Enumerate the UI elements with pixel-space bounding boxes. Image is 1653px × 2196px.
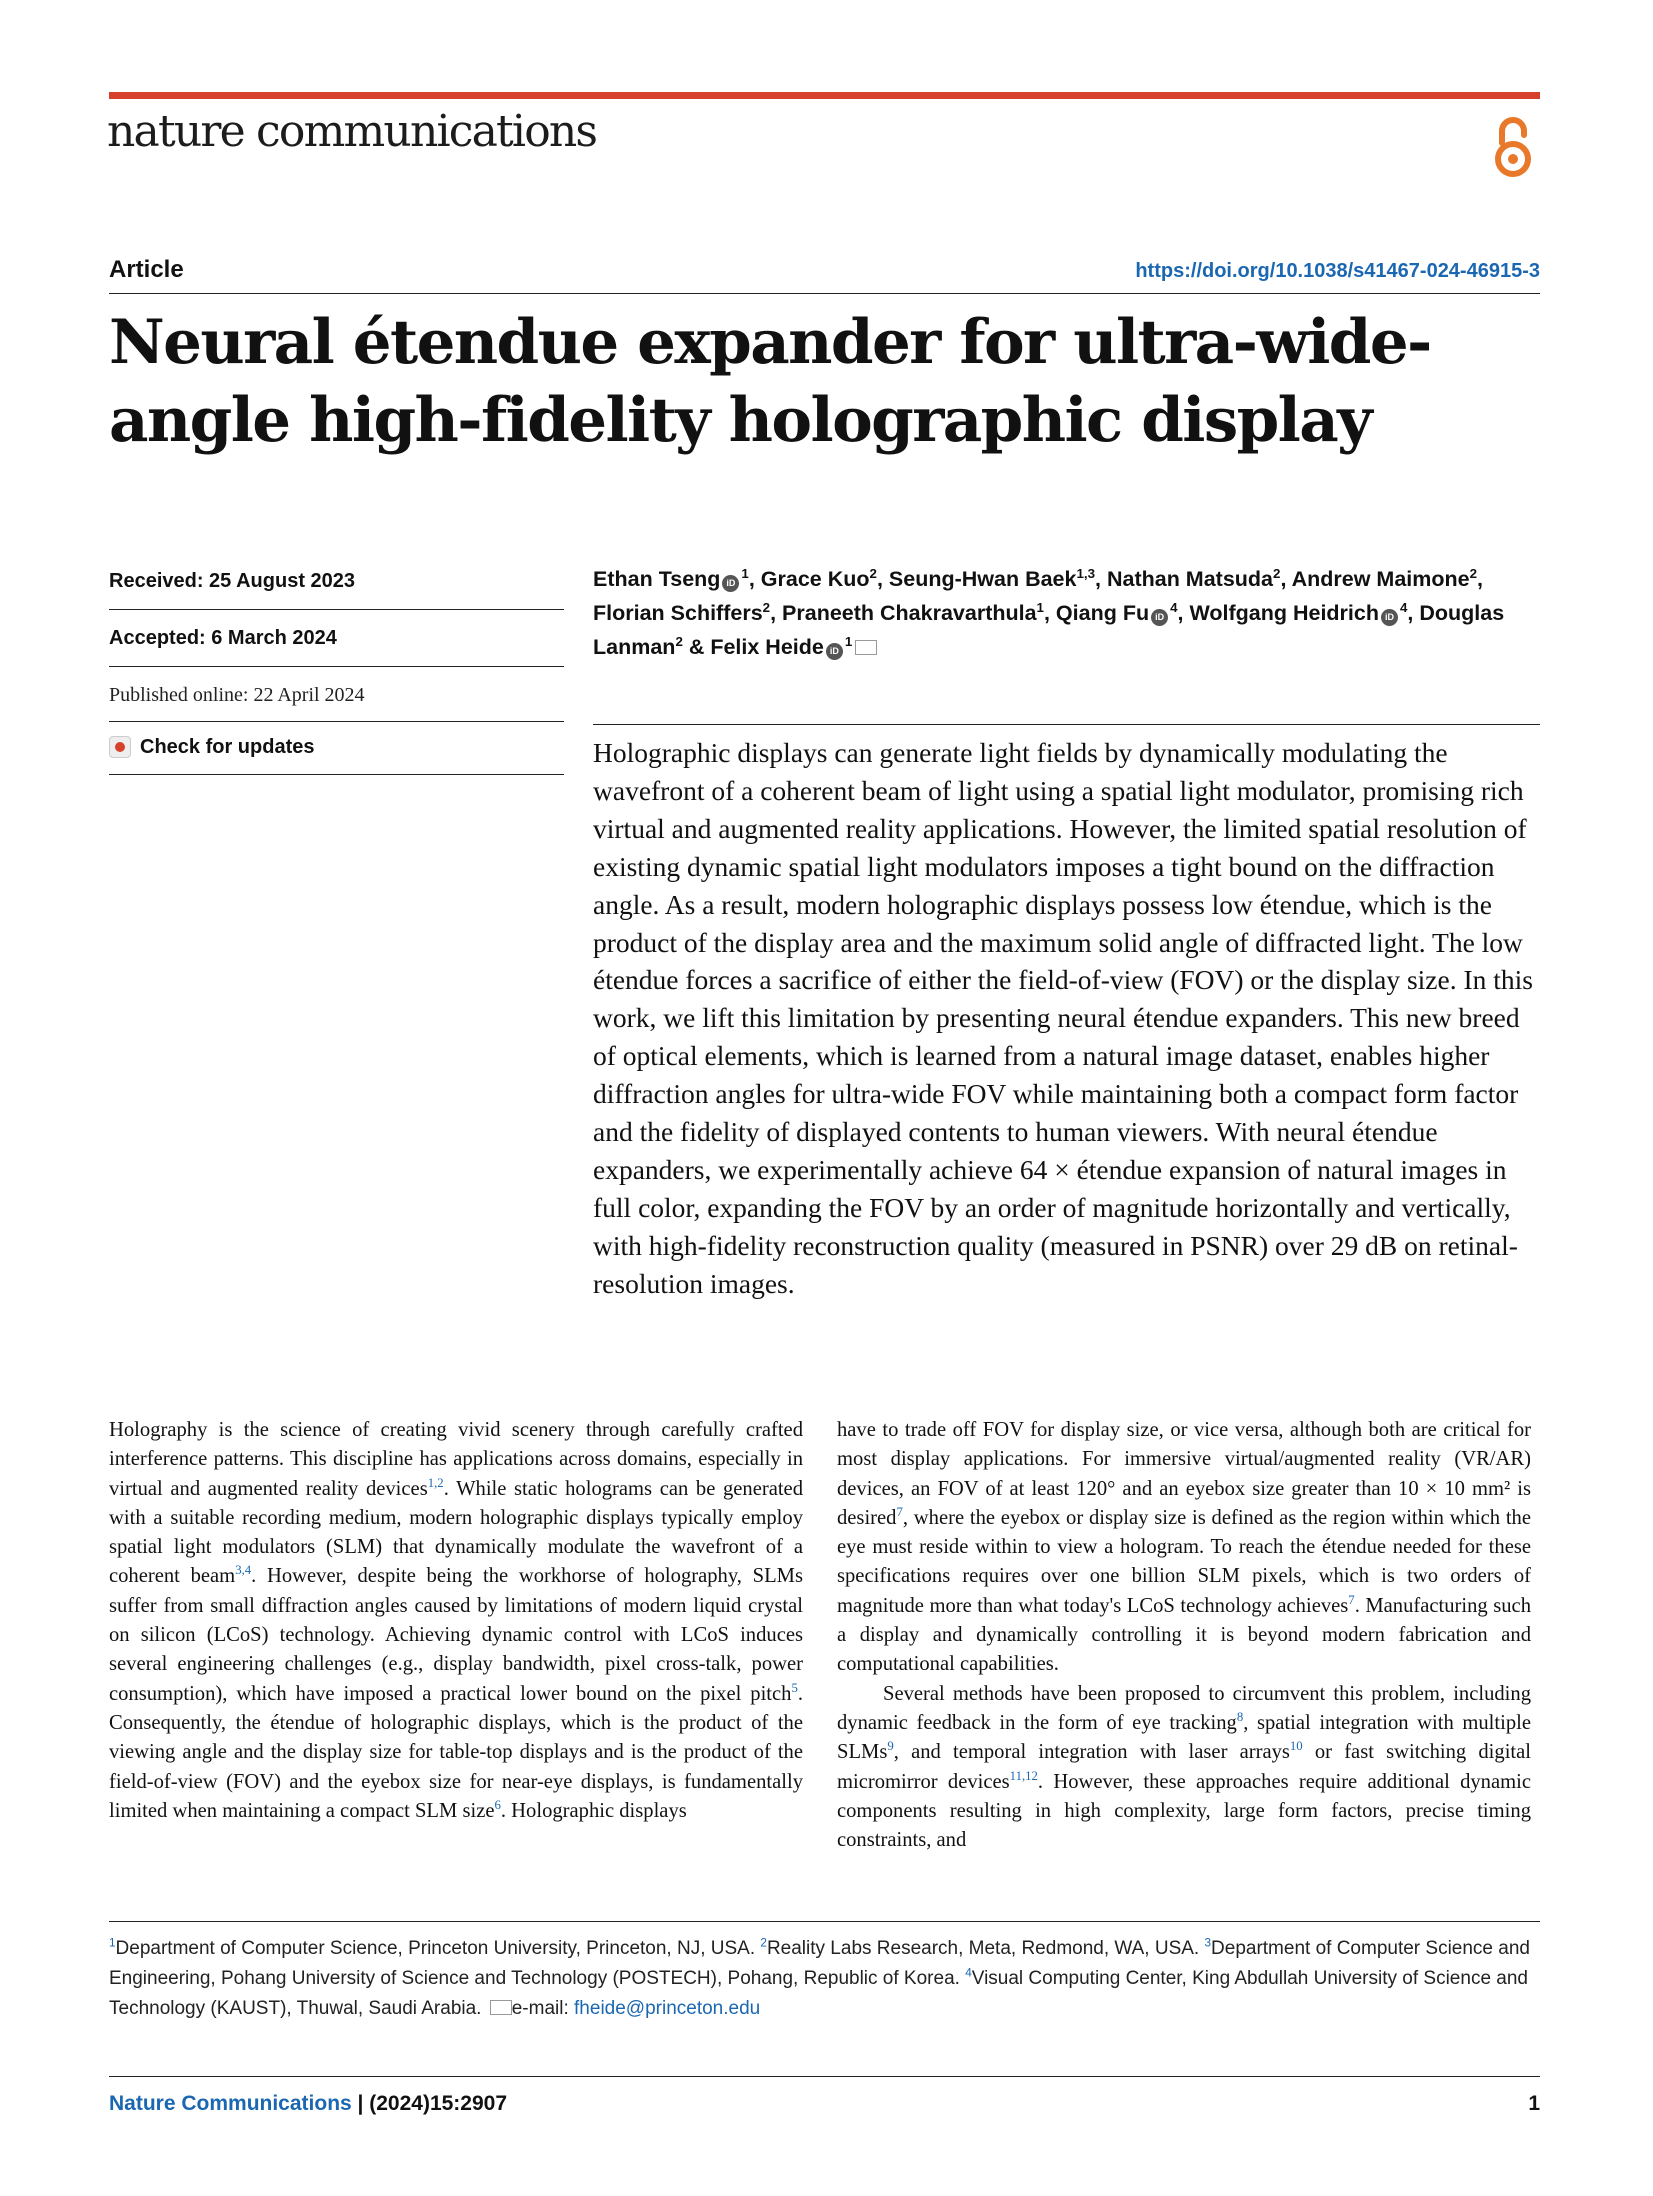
text-run: , where the eyebox or display size is defined as the region within which the eye must reside within to view a hologram. To reach the étendue needed for these specifications requires over one billion SLM pixels, which is two orders of magnitude more than what today's LCoS technology achieves <box>837 1506 1531 1617</box>
mail-icon <box>490 2000 512 2015</box>
meta-rule <box>109 721 564 722</box>
body-paragraph <box>109 1416 803 1826</box>
orcid-icon[interactable]: iD <box>826 643 843 660</box>
text-run: , and temporal integration with laser arrays <box>893 1741 1290 1764</box>
author-affiliation-marker: 1 <box>844 633 853 649</box>
author-name[interactable]: Florian Schiffers <box>593 601 763 625</box>
reference-marker[interactable]: 11,12 <box>1009 1768 1038 1783</box>
footer-journal-link[interactable]: Nature Communications <box>109 2092 352 2115</box>
check-updates-link[interactable]: Check for updates <box>140 736 315 758</box>
text-run: Several methods have been proposed to circumvent this problem, including dynamic feedback in the form of eye tracking <box>837 1682 1531 1734</box>
text-run: . Consequently, the étendue of holographic displays, which is the product of the viewing angle and the display size for table-top displays and is the product of the field-of-view (FOV) and the eyebox size for near-eye displays, is fundamentally limited when maintaining a compact SLM size <box>109 1682 803 1822</box>
reference-marker[interactable]: 10 <box>1289 1739 1303 1754</box>
article-type-label: Article <box>109 256 184 283</box>
text-run: , spatial integration with multiple SLMs <box>837 1711 1531 1764</box>
open-access-icon <box>1489 113 1537 179</box>
author-name[interactable]: Seung-Hwan Baek <box>888 567 1077 591</box>
reference-marker[interactable]: 7 <box>1348 1592 1355 1607</box>
author-name[interactable]: Nathan Matsuda <box>1106 567 1274 591</box>
body-paragraph <box>837 1680 1531 1856</box>
reference-marker[interactable]: 2 <box>760 1936 767 1950</box>
text-run: Holography is the science of creating vivid scenery through carefully crafted interference patterns. This discipline has applications across domains, especially in virtual and augmented reality devices <box>109 1419 803 1500</box>
doi-link[interactable]: https://doi.org/10.1038/s41467-024-46915-3 <box>1135 260 1540 282</box>
mail-icon[interactable] <box>855 640 877 655</box>
page-number: 1 <box>1528 2092 1540 2115</box>
body-column-right <box>837 1416 1531 1855</box>
abstract-rule <box>593 724 1540 725</box>
text-run: . Manufacturing such a display and dynamically controlling it is beyond modern fabrication and computational capabilities. <box>837 1594 1531 1676</box>
affiliations <box>109 1934 1540 2024</box>
author-affiliation-marker: 2 <box>1469 565 1478 581</box>
paper-title: Neural étendue expander for ultra-wide-angle high-fidelity holographic display <box>109 307 1431 456</box>
check-updates-icon[interactable] <box>109 736 131 758</box>
orcid-icon[interactable]: iD <box>1151 609 1168 626</box>
text-run: . While static holograms can be generated with a suitable recording medium, modern holographic displays typically employ spatial light modulators (SLM) that dynamically modulate the wavefront of a coherent beam <box>109 1477 803 1588</box>
orcid-icon[interactable]: iD <box>722 575 739 592</box>
text-run: e-mail: <box>511 1998 575 2019</box>
author-name[interactable]: Qiang Fu <box>1055 601 1150 625</box>
author-list: Ethan Tseng $iD^1$, Grace Kuo$^2$, Seung-Hwan Baek$^{1,3}$, Nathan Matsuda$^2$, Andrew Maimone$^2$, Florian Schiffers$^2$, Praneeth Chakravarthula$^1$, Qiang Fu $iD^4$, Wolfgang Heidrich $iD^4$, Douglas Lanman$^2$ & Felix Heide $iD^1$ <box>593 565 1505 659</box>
author-affiliation-marker: 1,3 <box>1076 565 1096 581</box>
text-run: or fast switching digital micromirror devices <box>837 1741 1531 1793</box>
author-affiliation-marker: 2 <box>1273 565 1281 581</box>
reference-marker[interactable]: 1,2 <box>427 1475 444 1490</box>
text-run: Department of Computer Science and Engineering, Pohang University of Science and Technology (POSTECH), Pohang, Republic of Korea. <box>109 1938 1530 1989</box>
reference-marker[interactable]: 1 <box>109 1936 116 1950</box>
meta-rule <box>109 774 564 775</box>
author-affiliation-marker: 1 <box>741 565 749 581</box>
footer-volume: | (2024)15:2907 <box>351 2092 508 2115</box>
author-affiliation-marker: 4 <box>1400 599 1408 615</box>
text-run: have to trade off FOV for display size, or vice versa, although both are critical for most display applications. For immersive virtual/augmented reality (VR/AR) devices, an FOV of at least 120° and an eyebox size greater than 10 × 10 mm² is desired <box>837 1419 1531 1529</box>
header-accent-bar <box>109 92 1540 99</box>
author-name[interactable]: Andrew Maimone <box>1291 567 1470 591</box>
meta-rule <box>109 609 564 610</box>
reference-marker[interactable]: 4 <box>965 1966 972 1980</box>
text-run: . Holographic displays <box>500 1799 687 1822</box>
header-rule <box>109 293 1540 294</box>
meta-rule <box>109 666 564 667</box>
text-run: . However, despite being the workhorse of holography, SLMs suffer from small diffraction angles caused by limitations of modern liquid crystal on silicon (LCoS) technology. Achieving dynamic control with LCoS induces several engineering challenges (e.g., display bandwidth, pixel cross-talk, power consumption), which have imposed a practical lower bound on the pixel pitch <box>109 1565 803 1705</box>
reference-marker[interactable]: 7 <box>896 1505 903 1520</box>
reference-marker[interactable]: 3,4 <box>235 1563 252 1578</box>
author-affiliation-marker: 2 <box>762 599 771 615</box>
email-link[interactable]: fheide@princeton.edu <box>574 1998 761 2019</box>
abstract: Holographic displays can generate light fields by dynamically modulating the wavefront of a coherent beam of light using a spatial light modulator, promising rich virtual and augmented reality applications. However, the limited spatial resolution of existing dynamic spatial light modulators imposes a tight bound on the diffraction angle. As a result, modern holographic displays possess low étendue, which is the product of the display area and the maximum solid angle of diffracted light. The low étendue forces a sacrifice of either the field-of-view (FOV) or the display size. In this work, we lift this limitation by presenting neural étendue expanders. This new breed of optical elements, which is learned from a natural image dataset, enables higher diffraction angles for ultra-wide FOV while maintaining both a compact form factor and the fidelity of displayed contents to human viewers. With neural étendue expanders, we experimentally achieve 64 × étendue expansion of natural images in full color, expanding the FOV by an order of magnitude horizontally and vertically, with high-fidelity reconstruction quality (measured in PSNR) over 29 dB on retinal-resolution images. <box>593 737 1533 1299</box>
footer-citation <box>109 2092 507 2116</box>
text-run: Reality Labs Research, Meta, Redmond, WA, USA. <box>766 1938 1205 1959</box>
author-name[interactable]: Felix Heide <box>710 635 824 659</box>
text-run: Visual Computing Center, King Abdullah University of Science and Technology (KAUST), Thuwal, Saudi Arabia. <box>109 1968 1528 2019</box>
accepted-date: Accepted: 6 March 2024 <box>109 627 337 649</box>
body-column-left <box>109 1416 803 1826</box>
author-affiliation-marker: 2 <box>869 565 877 581</box>
affiliation-rule <box>109 1921 1540 1922</box>
author-name[interactable]: Douglas Lanman <box>593 601 1505 659</box>
author-name[interactable]: Praneeth Chakravarthula <box>782 601 1037 625</box>
received-date: Received: 25 August 2023 <box>109 570 356 592</box>
author-affiliation-marker: 1 <box>1036 599 1044 615</box>
reference-marker[interactable]: 8 <box>1236 1710 1244 1725</box>
author-affiliation-marker: 4 <box>1170 599 1178 615</box>
reference-marker[interactable]: 6 <box>494 1798 501 1812</box>
text-run: Department of Computer Science, Princeton University, Princeton, NJ, USA. <box>115 1938 761 1959</box>
reference-marker[interactable]: 3 <box>1204 1936 1212 1950</box>
journal-name: nature communications <box>107 106 597 157</box>
orcid-icon[interactable]: iD <box>1381 609 1398 626</box>
author-name[interactable]: Grace Kuo <box>760 567 870 591</box>
published-date: Published online: 22 April 2024 <box>109 684 365 706</box>
author-affiliation-marker: 2 <box>675 633 683 649</box>
body-paragraph <box>837 1416 1531 1680</box>
footer-rule <box>109 2076 1540 2077</box>
reference-marker[interactable]: 9 <box>887 1739 894 1754</box>
text-run: . However, these approaches require additional dynamic components resulting in high complexity, large form factors, precise timing constraints, and <box>837 1770 1531 1852</box>
author-name[interactable]: Wolfgang Heidrich <box>1189 601 1379 625</box>
author-name[interactable]: Ethan Tseng <box>593 567 721 591</box>
reference-marker[interactable]: 5 <box>791 1680 798 1695</box>
